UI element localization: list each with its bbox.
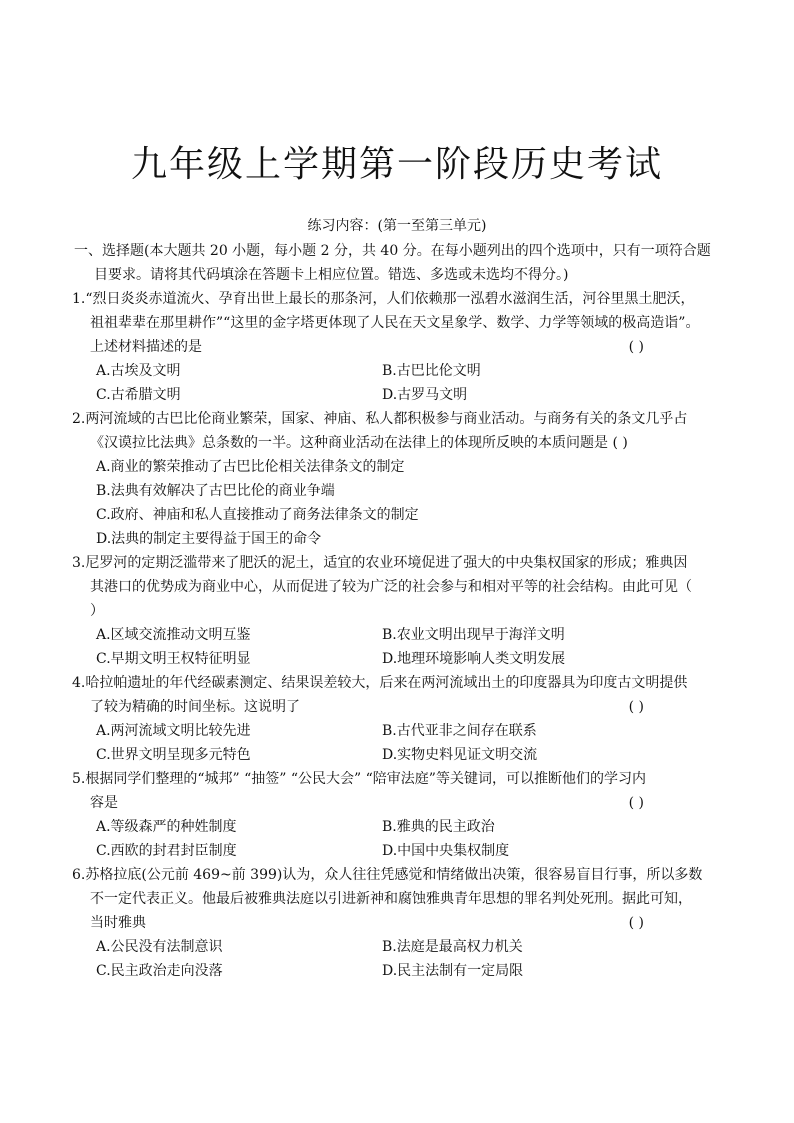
option-a: A.古埃及文明 — [96, 363, 181, 379]
option-c: C.世界文明呈现多元特色 — [96, 747, 251, 763]
option-b: B.古巴比伦文明 — [382, 363, 481, 379]
option-b: B.法庭是最高权力机关 — [382, 939, 523, 955]
question-text: 了较为精确的时间坐标。这说明了 — [90, 699, 300, 715]
option-b: B.古代亚非之间存在联系 — [382, 723, 537, 739]
option-c: C.政府、神庙和私人直接推动了商务法律条文的制定 — [96, 507, 419, 523]
option-c: C.古希腊文明 — [96, 387, 181, 403]
page-subtitle: 练习内容：(第一至第三单元) — [307, 218, 487, 234]
option-d: D.法典的制定主要得益于国王的命令 — [96, 531, 322, 547]
option-d: D.中国中央集权制度 — [382, 843, 510, 859]
option-c: C.民主政治走向没落 — [96, 963, 223, 979]
answer-paren: ( ) — [628, 915, 644, 931]
answer-paren: ( ) — [628, 699, 644, 715]
answer-paren: ( ) — [628, 339, 644, 355]
instructions-line: 目要求。请将其代码填涂在答题卡上相应位置。错选、多选或未选均不得分。) — [94, 267, 569, 283]
option-a: A.商业的繁荣推动了古巴比伦相关法律条文的制定 — [96, 459, 405, 475]
option-a: A.等级森严的种姓制度 — [96, 819, 237, 835]
option-a: A.区域交流推动文明互鉴 — [96, 627, 251, 643]
question-text: 当时雅典 — [90, 915, 146, 931]
option-c: C.西欧的封君封臣制度 — [96, 843, 237, 859]
option-b: B.农业文明出现早于海洋文明 — [382, 627, 565, 643]
option-d: D.民主法制有一定局限 — [382, 963, 524, 979]
option-c: C.早期文明王权特征明显 — [96, 651, 251, 667]
question-text: 4.哈拉帕遗址的年代经碳素测定、结果误差较大，后来在两河流域出土的印度器具为印度古文明提供 — [72, 675, 688, 691]
question-text: 不一定代表正义。他最后被雅典法庭以引进新神和腐蚀雅典青年思想的罪名判处死刑。据此可知， — [90, 891, 692, 907]
exam-body — [72, 239, 732, 983]
question-6 — [72, 863, 732, 983]
page-title: 九年级上学期第一阶段历史考试 — [130, 144, 663, 185]
answer-paren: ( ) — [628, 795, 644, 811]
option-d: D.古罗马文明 — [382, 387, 468, 403]
question-text: ） — [90, 603, 104, 619]
question-2 — [72, 407, 732, 551]
question-text: 5.根据同学们整理的“城邦” “抽签” “公民大会” “陪审法庭”等关键词，可以推断他们的学习内 — [72, 771, 646, 787]
question-1 — [72, 287, 732, 407]
question-text: 6.苏格拉底(公元前 469~前 399)认为，众人往往凭感觉和情绪做出决策，很容易盲目行事，所以多数 — [72, 867, 703, 883]
instructions-line: 一、选择题(本大题共 20 小题，每小题 2 分，共 40 分。在每小题列出的四个选项中，只有一项符合题 — [74, 243, 711, 259]
question-3 — [72, 551, 732, 671]
option-a: A.两河流域文明比较先进 — [96, 723, 251, 739]
question-text: 2.两河流域的古巴比伦商业繁荣，国家、神庙、私人都积极参与商业活动。与商务有关的条文几乎占 — [72, 411, 688, 427]
question-4 — [72, 671, 732, 767]
question-text: 容是 — [90, 795, 118, 811]
option-a: A.公民没有法制意识 — [96, 939, 223, 955]
question-5 — [72, 767, 732, 863]
question-text: 1.“烈日炎炎赤道流火、孕育出世上最长的那条河，人们依赖那一泓碧水滋润生活，河谷里黑土肥沃， — [72, 291, 695, 307]
option-b: B.法典有效解决了古巴比伦的商业争端 — [96, 483, 335, 499]
option-d: D.地理环境影响人类文明发展 — [382, 651, 566, 667]
question-text: 祖祖辈辈在那里耕作”“这里的金字塔更体现了人民在天文星象学、数学、力学等领域的极高造诣”。 — [90, 315, 700, 331]
question-text: 其港口的优势成为商业中心，从而促进了较为广泛的社会参与和相对平等的社会结构。由此可见（ — [90, 579, 692, 595]
question-text: 上述材料描述的是 — [90, 339, 202, 355]
option-b: B.雅典的民主政治 — [382, 819, 495, 835]
option-d: D.实物史料见证文明交流 — [382, 747, 538, 763]
question-text: 《汉谟拉比法典》总条数的一半。这种商业活动在法律上的体现所反映的本质问题是 ( ) — [90, 435, 628, 451]
question-text: 3.尼罗河的定期泛滥带来了肥沃的泥土，适宜的农业环境促进了强大的中央集权国家的形成；雅典因 — [72, 555, 688, 571]
